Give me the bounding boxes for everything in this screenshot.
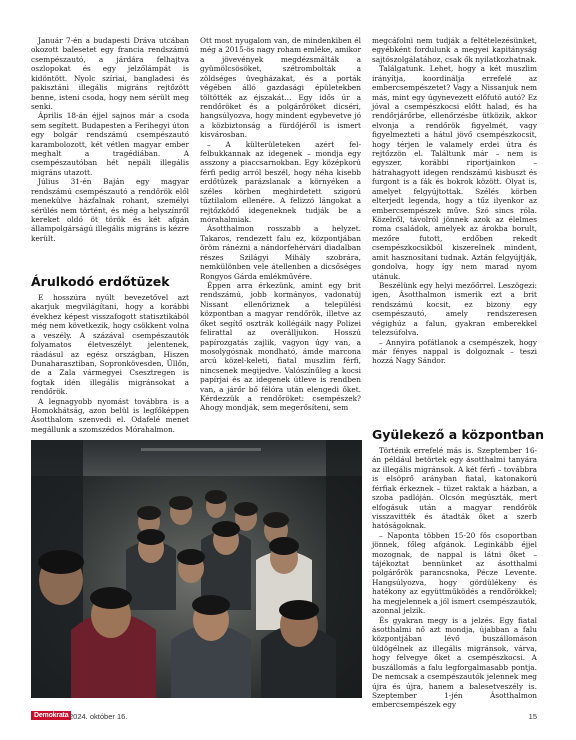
article-column-3 [372, 36, 537, 366]
article-column-1 [31, 36, 189, 243]
paragraph: megcáfolni nem tudják a feltételezésünket, egyébként fordulunk a megyei kapitányság sajtószolgálatához, csak ők nyilatkozhatnak. [372, 36, 537, 64]
publication-logo: Demokrata [31, 711, 71, 720]
paragraph: Ásotthalmon rosszabb a helyzet. Takaros, rendezett falu ez, központjában öröm ránézni a nándorfehérvári diadalban részes Szilágyi Mihály szobrára, nemkülönben vele átellenben a dicsőséges Rongyos Gárda emlékművére. [200, 224, 361, 281]
paragraph: – Annyira pofátlanok a csempészek, hogy már fényes nappal is dolgoznak – teszi hozzá Nagy Sándor. [372, 337, 537, 366]
section-heading-2: Gyülekező a központban [372, 427, 545, 442]
paragraph: Éppen arra érkezünk, amint egy brit rendszámú, jobb kormányos, vadonatúj Nissant ellenőriznek a települési központban a magyar rendőrök, illetve az őket segítő osztrák kollégáik nagy Polizei felirattal az overálljukon. Hosszú papírozgatás zajlik, vagyon úgy van, a mosolygósnak mondható, ámde marcona arcú közel-keleti, fiatal muszlim férfi, nincsenek megijedve. Valószínűleg a kocsi papírjai és az idegenek útleve is rendben van, a járőr bő félóra után elengedi őket. Kérdezzük a rendőröket: csempészek? Ahogy mondják, sem megerősíteni, sem [200, 280, 361, 413]
paragraph: Április 18-án éjjel sajnos már a csoda sem segített. Budapesten a Ferihegyi úton egy bolgár rendszámú csempészautó karambolozott, két vétlen magyar ember meghalt a tragédiában. A csempészautóban hét nepáli illegális migráns utazott. [31, 111, 189, 177]
paragraph: Ott most nyugalom van, de mindenkiben él még a 2015-ös nagy roham emléke, amikor a jövevények megdézsmálták a gyümölcsösöket, szétrombolták a zöldséges üvegházakat, és a porták végében álló gazdasági épületekben töltötték az éjszakát… Egy idős úr a rendőröket és a polgárőröket dicséri, hangsúlyozva, hogy mindent egybevetve jó a közbiztonság a fürdőjéről is ismert kisvárosban. [200, 36, 361, 140]
paragraph: Beszélünk egy helyi mezőőrrel. Leszögezi: igen, Ásotthalmon ismerik ezt a brit rendszámú kocsit, ez bizony egy csempészautó, amely rendszeresen végighúz a falun, gyakran emberekkel telezsúfolva. [372, 280, 537, 338]
migrants-in-van-photo [31, 440, 362, 698]
article-column-2 [200, 36, 361, 413]
paragraph: A legnagyobb nyomást továbbra is a Homokhátság, azon belül is legfőképpen Ásotthalom szenvedi el. Odafelé menet megállunk a szomszédos Mórahalmon. [31, 396, 189, 434]
paragraph: Történik errefelé más is. Szeptember 16-án például betörtek egy ásotthalmi tanyára az illegális migránsok. A két férfi – továbbra is elsöprő arányban fiatal, katonakorú férfiak érkeznek – tüzet raktak a házban, a szoba padlóján. Olcsón megúszták, mert elfogásuk után a magyar rendőrök visszavitték és átadták őket a szerb hatóságoknak. [372, 446, 537, 531]
paragraph: És gyakran megy is a jelzés. Egy fiatal ásotthalmi nő azt mondja, újabban a falu központjában lévő buszállomáson üldögélnek az illegális migránsok, várva, hogy felvegye őket a csempészkocsi. A buszállomás a falu legforgalmasabb pontja. De nemcsak a csempészautók jelennek meg újra és újra, hanem a balesetveszély is. Szeptember 1-jén Ásotthalmon embercsempészek egy [372, 615, 537, 710]
paragraph: – Naponta többen 15-20 fős csoportban jönnek, főleg afgánok. Leginkább éjjel mozognak, de nappal is látni őket – tájékoztat bennünket az ásotthalmi polgárőrök parancsnoka, Pécze Levente. Hangsúlyozva, hogy gördülékeny és hatékony az együttműködés a rendőrökkel; ha megjelennek a jól ismert csempészautók, azonnal jelzik. [372, 530, 537, 616]
page-footer [31, 711, 537, 723]
paragraph: Július 31-én Baján egy magyar rendszámú csempészautó a rendőrök elől menekülve házfalnak rohant, személyi sérülés nem történt, és még a helyszínről kereket oldó öt török és két afgán állampolgárságú illegális migráns is kézre került. [31, 177, 189, 243]
section-heading-1: Árulkodó erdőtüzek [31, 274, 170, 289]
paragraph: E hosszúra nyúlt bevezetővel azt akarjuk megvilágítani, hogy a korábbi évekhez képest visszafogott statisztikából még nem következik, hogy csökkent volna a veszély. A százával csempészautók folyamatos életveszélyt jelentenek, ráadásul az egész országban, Hiszen Dunaharasztiban, Sopronkövesden, Üllőn, de a Zala vármegyei Csesztregen is fogtak idén illegális migránsokat a rendőrök. [31, 293, 189, 397]
page-number: 15 [528, 712, 537, 721]
paragraph: – A külterületeken azért fel-felbukkannak az idegenek – mondja egy asszony a piaccsarnokban. Egy középkorú férfi pedig arról beszél, hogy néha kisebb erdőtüzek parázslanak a környéken a széles körben meghirdetett szigorú tűztilalom ellenére. A felizzó lángokat a rejtőzködő idegeneknek tudják be a mórahalmiak. [200, 139, 361, 225]
article-column-3-continued [372, 446, 537, 710]
paragraph: Január 7-én a budapesti Dráva utcában okozott balesetet egy francia rendszámú csempészautó, a járdára felhajtva oszlopokat és egy jelzőlámpát is kidöntött. Nyolc szíriai, bangladesi és pakisztáni illegális migráns rejtőzött benne, isteni csoda, hogy nem sérült meg senki. [31, 36, 189, 111]
issue-date: 2024. október 16. [69, 712, 128, 721]
article-column-1-continued [31, 293, 189, 434]
paragraph: Találgatunk. Lehet, hogy a két muszlim irányítja, koordinálja errefelé az embercsempészetet? Vagy a Nissanjuk nem más, mint egy úgynevezett előfutó autó? Ez jóval a csempészkocsi előtt halad, és ha rendőrjárőrbe, ellenőrzésbe ütközik, akkor elvonja a rendőrök figyelmét, vagy figyelmezteti a hátul jövő csempészkocsit, hogy térjen le valamely erdei útra és rejtőzzön el. Találtunk már – nem is egyszer, korábbi riportjainkon – hátrahagyott idegen rendszámú kisbuszt és furgont is a fák és bokrok között. Olyat is, amelyet felgyújtottak. Szélés körben elterjedt legenda, hogy a tűz ilyenkor az embercsempészek műve. Szó sincs róla. Közelről, távolról jönnek azok az élelmes roma családok, amelyek az árokba borult, mezőre futott, erdőben rekedt csempészkocsikból kiszerelnek mindent, amit hasznosítani tudnak. Aztán felgyújtják, gondolva, hogy így nem marad nyom utánuk. [372, 64, 537, 281]
